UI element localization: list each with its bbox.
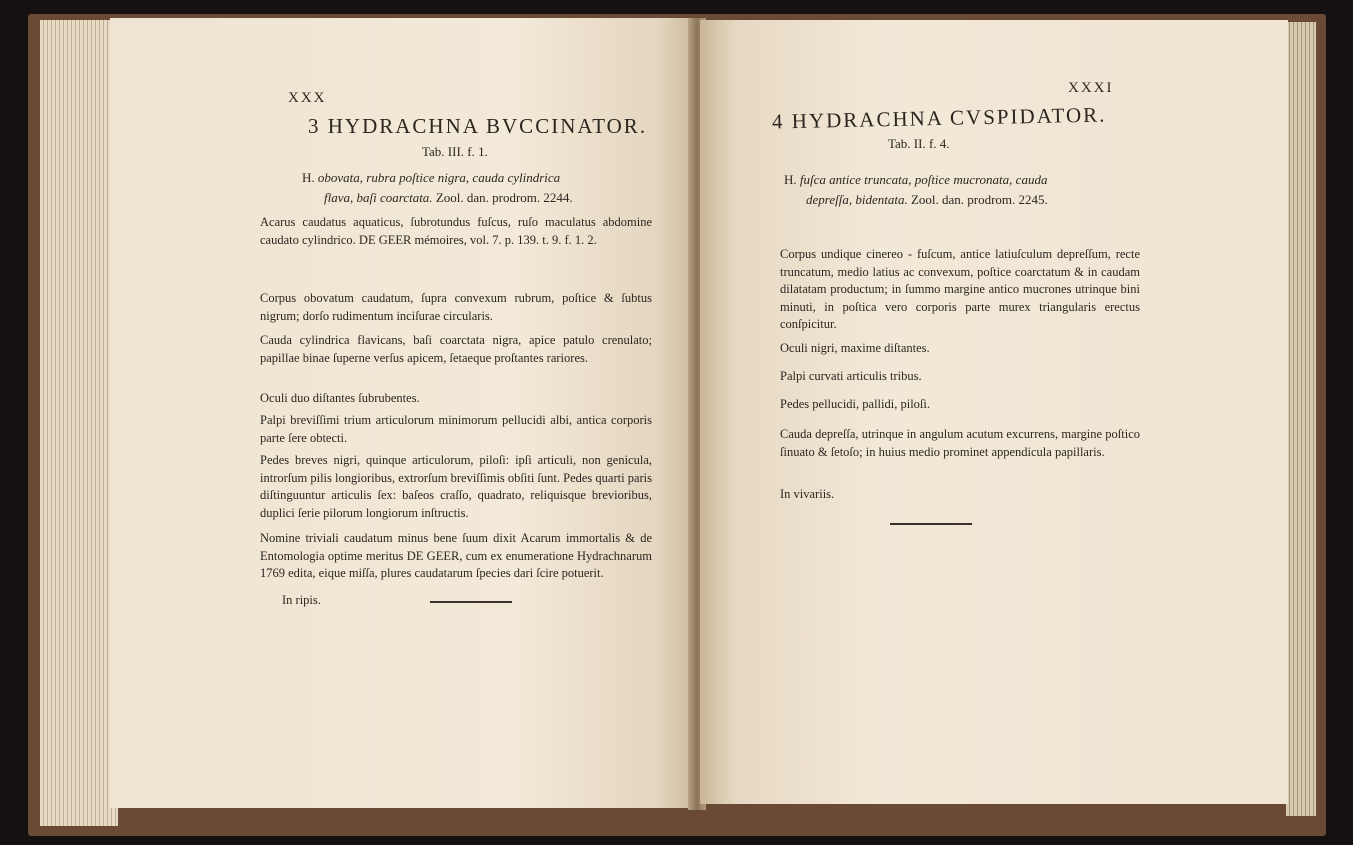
end-rule bbox=[430, 601, 512, 603]
diagnosis-line1: obovata, rubra poſtice nigra, cauda cylindrica bbox=[317, 170, 561, 185]
species-title: 4 HYDRACHNA CVSPIDATOR. bbox=[771, 102, 1107, 134]
end-rule bbox=[890, 523, 972, 525]
diagnosis-prefix: H. bbox=[784, 172, 797, 187]
diagnosis-reference: Zool. dan. prodrom. 2245. bbox=[910, 192, 1048, 207]
diagnosis-reference: Zool. dan. prodrom. 2244. bbox=[435, 190, 573, 205]
page-number: XXX bbox=[288, 90, 327, 106]
pedes-paragraph: Pedes breves nigri, quinque articulorum, piloſi: ipſi articuli, non genicula, introrſum pilis longioribus, extrorſum breviſſimis obſiti ſunt. Pedes quarti paris diſtinguuntur articulis ſex: baſeos craſſo, quadrato, reliquisque brevioribus, duplici ſerie pilorum longiorum inſtructis. bbox=[260, 453, 652, 520]
habitat: In ripis. bbox=[282, 593, 321, 607]
oculi-paragraph: Oculi nigri, maxime diſtantes. bbox=[780, 341, 930, 355]
page-edges-left bbox=[40, 20, 118, 826]
diagnosis bbox=[784, 170, 1204, 210]
diagnosis-line2: depreſſa, bidentata. bbox=[806, 192, 908, 207]
pedes-paragraph: Pedes pellucidi, pallidi, piloſi. bbox=[780, 397, 930, 411]
synonym-paragraph: Acarus caudatus aquaticus, ſubrotundus fuſcus, ruſo maculatus abdomine caudato cylindrico. DE GEER mémoires, vol. 7. p. 139. t. 9. f. 1. 2. bbox=[260, 215, 652, 247]
oculi-paragraph: Oculi duo diſtantes ſubrubentes. bbox=[260, 391, 420, 405]
corpus-paragraph: Corpus obovatum caudatum, ſupra convexum rubrum, poſtice & ſubtus nigrum; dorſo rudimentum inciſurae circularis. bbox=[260, 291, 652, 323]
habitat: In vivariis. bbox=[780, 487, 835, 501]
page-number: XXXI bbox=[1068, 80, 1114, 96]
palpi-paragraph: Palpi curvati articulis tribus. bbox=[780, 369, 922, 383]
plate-reference: Tab. II. f. 4. bbox=[888, 136, 950, 151]
plate-reference: Tab. III. f. 1. bbox=[422, 144, 488, 159]
corpus-paragraph: Corpus undique cinereo - fuſcum, antice latiuſculum depreſſum, recte truncatum, medio latius ac convexum, poſtice coarctatum & in caudam dilatatam productum; in ſummo margine antico mucrones utrinque bini minuti, in poſtica vero corporis parte murex triangularis erectus conſpicitur. bbox=[780, 247, 1140, 331]
cauda-paragraph: Cauda depreſſa, utrinque in angulum acutum excurrens, margine poſtico ſinuato & ſetoſo; in huius medio prominet appendicula papillaris. bbox=[780, 427, 1140, 459]
diagnosis-line2: flava, baſi coarctata. bbox=[324, 190, 433, 205]
diagnosis bbox=[302, 168, 682, 208]
diagnosis-line1: fuſca antice truncata, poſtice mucronata, cauda bbox=[799, 172, 1048, 187]
page-edges-right bbox=[1286, 22, 1316, 816]
species-title: 3 HYDRACHNA BVCCINATOR. bbox=[308, 114, 648, 138]
left-page bbox=[110, 18, 692, 808]
right-page bbox=[700, 20, 1288, 804]
cauda-paragraph: Cauda cylindrica flavicans, baſi coarctata nigra, apice patulo crenulato; papillae binae ſuperne verſus apicem, ſetaeque proſtantes rariores. bbox=[260, 333, 652, 365]
diagnosis-prefix: H. bbox=[302, 170, 315, 185]
nomine-paragraph: Nomine triviali caudatum minus bene ſuum dixit Acarum immortalis & de Entomologia optime meritus DE GEER, cum ex enumeratione Hydrachnarum 1769 edita, eique miſſa, plures caudatarum ſpecies dari ſcire potuerit. bbox=[260, 531, 652, 580]
palpi-paragraph: Palpi breviſſimi trium articulorum minimorum pellucidi albi, antica corporis parte ſere obtecti. bbox=[260, 413, 652, 445]
